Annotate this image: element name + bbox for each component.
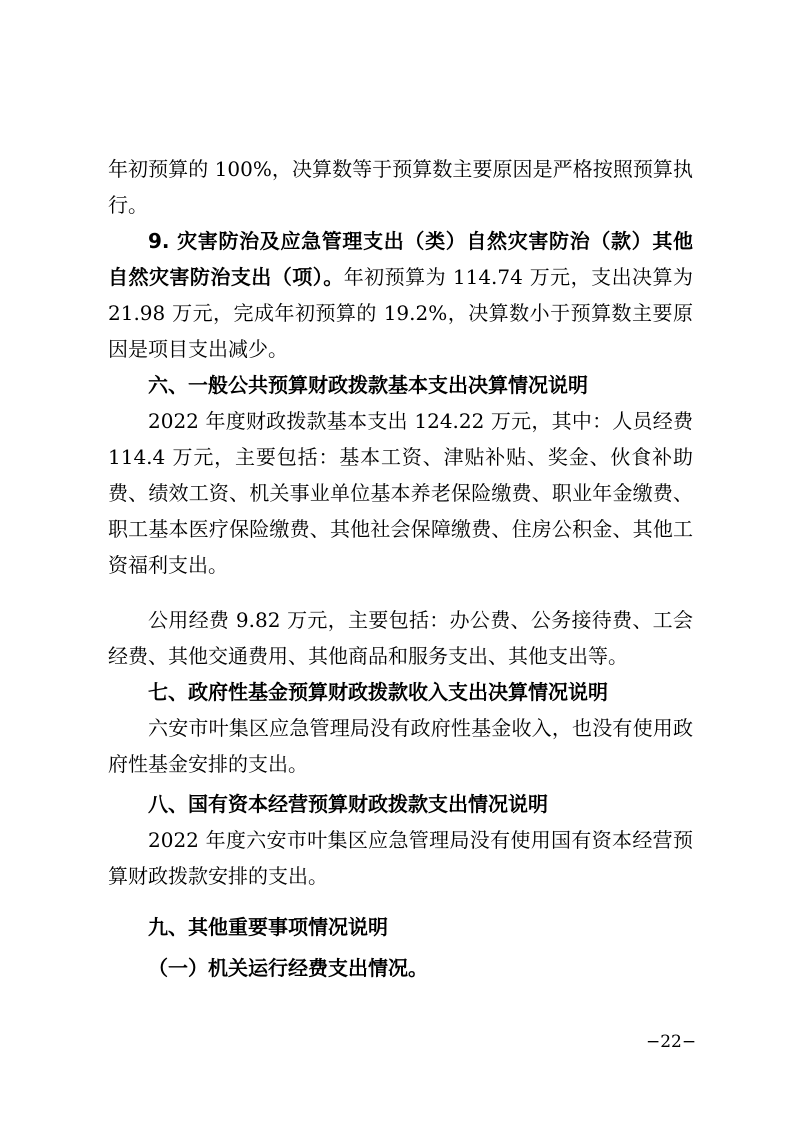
paragraph-text: 2022 年度财政拨款基本支出 124.22 万元，其中：人员经费 114.4 万元，主要包括：基本工资、津贴补贴、奖金、伙食补助费、绩效工资、机关事业单位基本养老保险缴费、职业年金缴费、职工基本医疗保险缴费、其他社会保障缴费、住房公积金、其他工资福利支出。: [108, 409, 693, 577]
section-heading-8: 八、国有资本经营预算财政拨款支出情况说明: [148, 792, 548, 816]
paragraph-disaster-prevention: [108, 223, 693, 367]
paragraph-budget-execution: [108, 151, 693, 223]
paragraph-text: 六安市叶集区应急管理局没有政府性基金收入，也没有使用政府性基金安排的支出。: [108, 716, 693, 776]
item-9-text: 年初预算为 114.74 万元，支出决算为 21.98 万元，完成年初预算的 19.2%，决算数小于预算数主要原因是项目支出减少。: [108, 265, 694, 361]
paragraph-government-fund: [108, 710, 693, 782]
paragraph-text: 公用经费 9.82 万元，主要包括：办公费、公务接待费、工会经费、其他交通费用、其他商品和服务支出、其他支出等。: [108, 608, 693, 668]
paragraph-state-capital: [108, 822, 693, 894]
subsection-heading-9-1: （一）机关运行经费支出情况。: [148, 956, 428, 980]
section-heading-9: 九、其他重要事项情况说明: [148, 915, 388, 939]
paragraph-basic-expenditure: [108, 403, 693, 583]
paragraph-public-expenses: [108, 602, 693, 674]
section-heading-7: 七、政府性基金预算财政拨款收入支出决算情况说明: [148, 680, 608, 704]
paragraph-text: 2022 年度六安市叶集区应急管理局没有使用国有资本经营预算财政拨款安排的支出。: [108, 828, 693, 888]
item-9-title: 9. 灾害防治及应急管理支出（类）自然灾害防治（款）其他自然灾害防治支出（项）。: [108, 229, 693, 289]
paragraph-text: 年初预算的 100%，决算数等于预算数主要原因是严格按照预算执行。: [108, 157, 693, 217]
page-number: −22−: [646, 1032, 697, 1052]
section-heading-6: 六、一般公共预算财政拨款基本支出决算情况说明: [148, 373, 588, 397]
